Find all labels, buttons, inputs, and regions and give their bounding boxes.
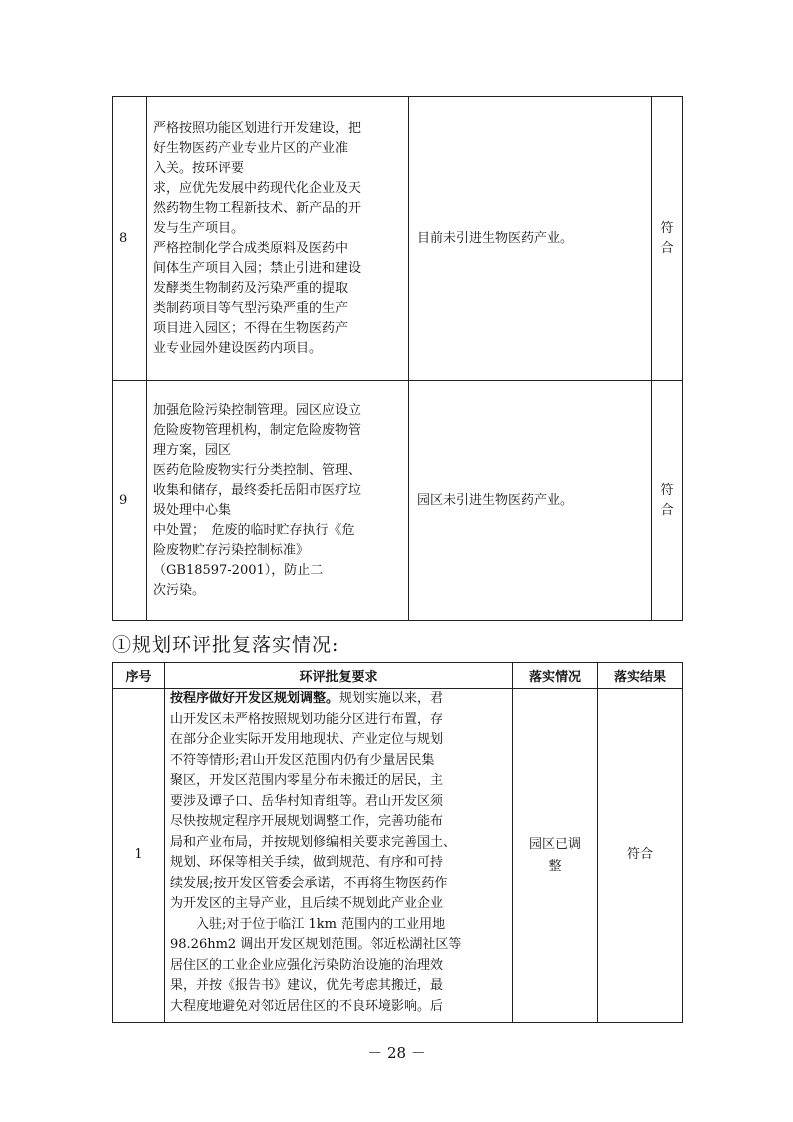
- row-number: 1: [113, 689, 165, 1023]
- requirement-cell: [147, 381, 409, 621]
- table-row: [113, 97, 683, 381]
- header-number: 序号: [113, 663, 165, 689]
- requirement-line: 居住区的工业企业应强化污染防治设施的治理效: [170, 957, 444, 973]
- requirement-line: 圾处理中心集: [153, 502, 232, 518]
- header-result: 落实结果: [598, 663, 683, 689]
- requirement-line: 求，应优先发展中药现代化企业及天: [153, 180, 362, 196]
- requirement-line: 医药危险废物实行分类控制、管理、: [153, 462, 362, 478]
- requirement-lead: 按程序做好开发区规划调整。: [170, 691, 340, 706]
- requirement-line: 严格按照功能区划进行开发建设，把: [153, 120, 362, 136]
- requirement-line: 加强危险污染控制管理。园区应设立: [153, 402, 362, 418]
- requirement-line: 入驻;对于位于临江 1km 范围内的工业用地: [170, 916, 446, 932]
- requirement-line: （GB18597-2001），防止二: [153, 562, 324, 578]
- requirement-line: 果，并按《报告书》建议，优先考虑其搬迁，最: [170, 978, 444, 993]
- section-heading: ①规划环评批复落实情况:: [112, 634, 340, 656]
- requirement-line: 次污染。: [153, 582, 206, 598]
- requirement-line: [170, 689, 508, 710]
- compliance-table-continued: [112, 96, 683, 621]
- requirement-line: 聚区，开发区范围内零星分布未搬迁的居民，主: [170, 773, 444, 788]
- requirement-line: 不符等情形;君山开发区范围内仍有少量居民集: [170, 752, 435, 768]
- header-requirement: 环评批复要求: [165, 663, 513, 689]
- requirement-line: 好生物医药产业专业片区的产业准: [153, 140, 349, 156]
- requirement-first-line-rest: 规划实施以来，君: [339, 691, 444, 706]
- requirement-line: 收集和储存，最终委托岳阳市医疗垃: [153, 482, 362, 498]
- requirement-line: 规划、环保等相关手续，做到规范、有序和可持: [170, 855, 444, 870]
- requirement-line: 理方案，园区: [153, 442, 232, 458]
- requirement-line: 危险废物管理机构，制定危险废物管: [153, 422, 362, 438]
- result-cell: [652, 381, 683, 621]
- requirement-line: 大程度地避免对邻近居住区的不良环境影响。后: [170, 998, 444, 1014]
- situation-cell: 目前未引进生物医药产业。: [409, 97, 652, 381]
- situation-text: 园区已调整: [528, 836, 581, 874]
- requirement-line: 险废物贮存污染控制标准》: [153, 542, 310, 558]
- requirement-line: 业专业园外建设医药内项目。: [153, 340, 323, 356]
- approval-implementation-table: [112, 662, 683, 1023]
- requirement-line: 在部分企业实际开发用地现状、产业定位与规划: [170, 732, 444, 747]
- page-number: － 28 －: [367, 1044, 426, 1062]
- requirement-line: 然药物生物工程新技术、新产品的开: [153, 200, 362, 216]
- requirement-line: 入关。按环评要: [153, 160, 245, 176]
- requirement-line: 要涉及谭子口、岳华村知青组等。君山开发区须: [170, 793, 444, 809]
- requirement-cell: [165, 689, 513, 1023]
- header-situation: 落实情况: [513, 663, 598, 689]
- requirement-line: 为开发区的主导产业，且后续不规划此产业企业: [170, 896, 444, 911]
- requirement-line: 山开发区未严格按照规划功能分区进行布置，存: [170, 711, 444, 727]
- requirement-line: 严格控制化学合成类原料及医药中: [153, 240, 349, 256]
- row-number: 9: [113, 381, 147, 621]
- situation-cell: [513, 689, 598, 1023]
- requirement-line: 续发展;按开发区管委会承诺，不再将生物医药作: [170, 875, 448, 891]
- requirement-cell: [147, 97, 409, 381]
- result-cell: 符合: [598, 689, 683, 1023]
- result-text: 符合: [660, 220, 674, 256]
- requirement-line: 类制药项目等气型污染严重的生产: [153, 300, 349, 316]
- result-cell: [652, 97, 683, 381]
- requirement-line: 98.26hm2 调出开发区规划范围。邻近松湖社区等: [170, 937, 462, 952]
- row-number: 8: [113, 97, 147, 381]
- table-row: [113, 381, 683, 621]
- requirement-line: 项目进入园区；不得在生物医药产: [153, 320, 349, 336]
- requirement-line: 发与生产项目。: [153, 220, 245, 236]
- requirement-line: 中处置； 危废的临时贮存执行《危: [153, 522, 355, 538]
- table-row: [113, 689, 683, 1023]
- result-text: 符合: [660, 482, 674, 518]
- requirement-line: 尽快按规定程序开展规划调整工作，完善功能布: [170, 814, 444, 829]
- requirement-line: 局和产业布局，并按规划修编相关要求完善国土、: [170, 834, 457, 850]
- situation-cell: 园区未引进生物医药产业。: [409, 381, 652, 621]
- requirement-line: 发酵类生物制药及污染严重的提取: [153, 280, 349, 296]
- requirement-line: 间体生产项目入园；禁止引进和建设: [153, 260, 362, 276]
- table-header-row: [113, 663, 683, 689]
